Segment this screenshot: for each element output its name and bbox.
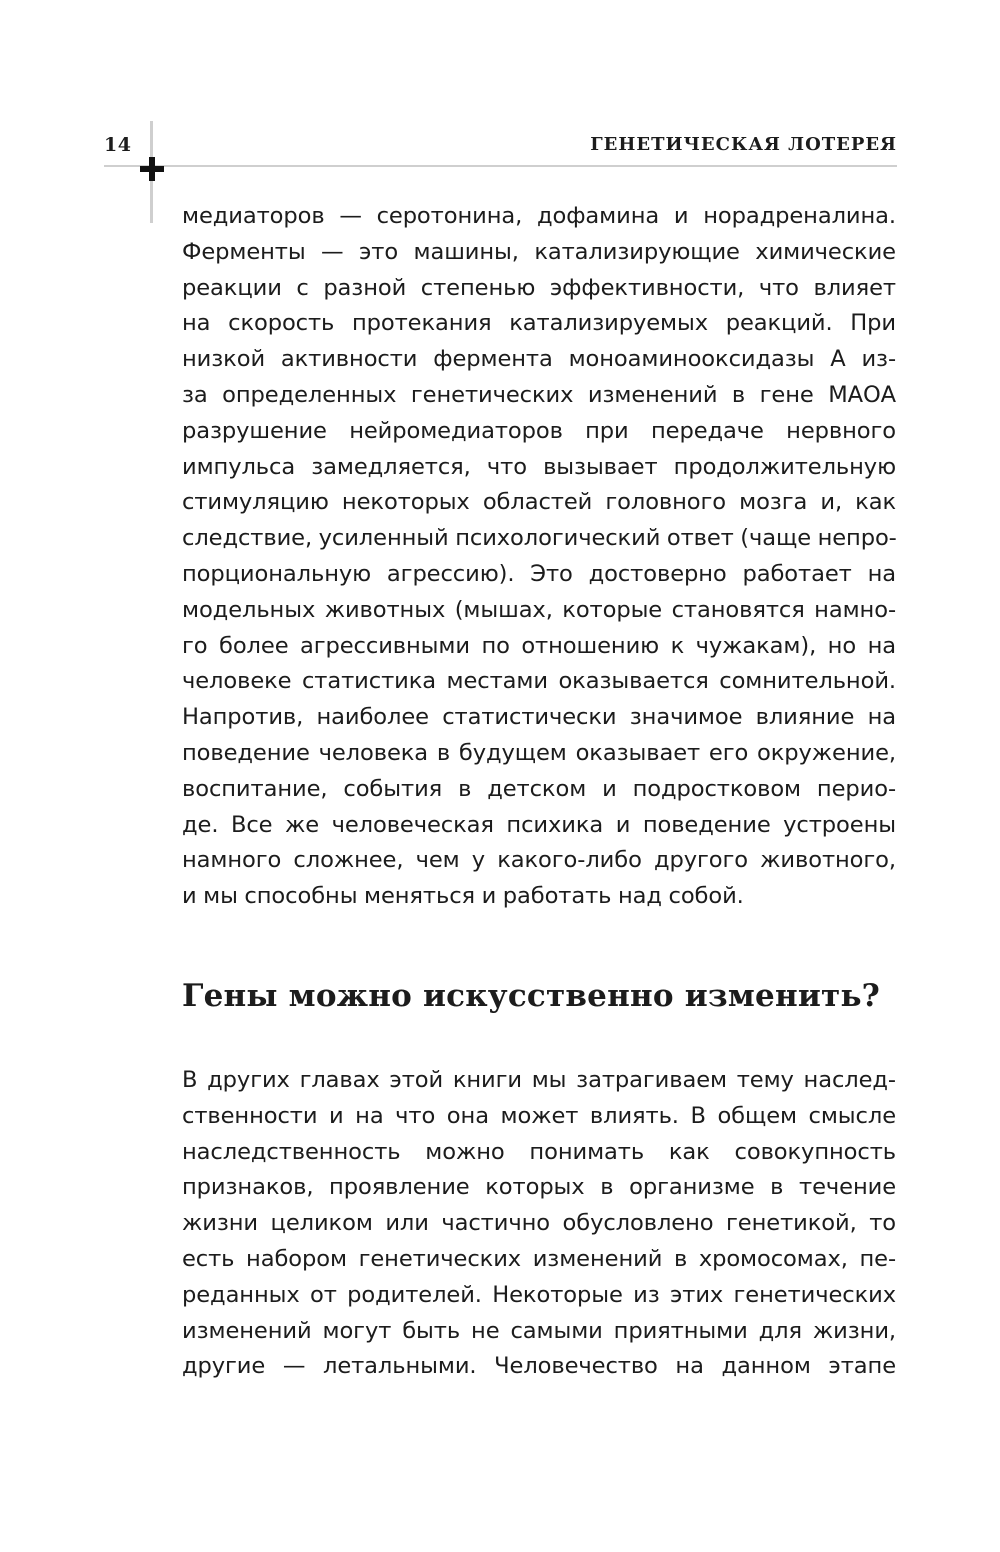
page-number: 14	[104, 134, 132, 156]
text-line: Ферменты — это машины, катализирующие химические	[182, 238, 896, 265]
text-line: го более агрессивными по отношению к чужакам), но на	[182, 632, 896, 659]
text-line: на скорость протекания катализируемых реакций. При	[182, 310, 896, 337]
text-line: человеке статистика местами оказывается сомнительной.	[182, 668, 896, 695]
text-line: реакции с разной степенью эффективности, что влияет	[182, 274, 896, 301]
text-line: ственности и на что она может влиять. В общем смысле	[182, 1102, 896, 1129]
text-line: наследственность можно понимать как совокупность	[182, 1138, 896, 1165]
text-line: модельных животных (мышах, которые становятся намно-	[182, 596, 896, 623]
text-line: реданных от родителей. Некоторые из этих генетических	[182, 1281, 896, 1308]
text-line: за определенных генетических изменений в гене МАОА	[182, 381, 896, 408]
paragraph-2	[182, 1063, 896, 1385]
section-heading: Гены можно искусственно изменить?	[182, 978, 881, 1014]
text-line: порциональную агрессию). Это достоверно работает на	[182, 560, 896, 587]
text-line: изменений могут быть не самыми приятными для жизни,	[182, 1317, 896, 1344]
text-line: стимуляцию некоторых областей головного мозга и, как	[182, 489, 896, 516]
text-line: де. Все же человеческая психика и поведение устроены	[182, 811, 896, 838]
text-line: медиаторов — серотонина, дофамина и норадреналина.	[182, 203, 896, 229]
text-line: есть набором генетических изменений в хромосомах, пе-	[182, 1245, 896, 1272]
text-line: намного сложнее, чем у какого-либо другого животного,	[182, 847, 896, 874]
text-line: следствие, усиленный психологический ответ (чаще непро-	[182, 525, 897, 552]
paragraph-1	[182, 199, 896, 915]
running-header: ГЕНЕТИЧЕСКАЯ ЛОТЕРЕЯ	[590, 134, 897, 155]
text-line: Напротив, наиболее статистически значимое влияние на	[182, 704, 896, 731]
text-line: низкой активности фермента моноаминооксидазы А из-	[182, 346, 896, 373]
text-line: жизни целиком или частично обусловлено генетикой, то	[182, 1210, 896, 1237]
plus-icon	[140, 157, 164, 181]
text-line: поведение человека в будущем оказывает его окружение,	[182, 739, 896, 766]
text-line: и мы способны меняться и работать над собой.	[182, 883, 744, 910]
text-line: разрушение нейромедиаторов при передаче нервного	[182, 417, 896, 444]
text-line: импульса замедляется, что вызывает продолжительную	[182, 453, 896, 480]
text-line: В других главах этой книги мы затрагиваем тему наслед-	[182, 1067, 896, 1093]
text-line: воспитание, события в детском и подростковом перио-	[182, 775, 896, 802]
text-line: другие — летальными. Человечество на данном этапе	[182, 1353, 896, 1380]
text-line: признаков, проявление которых в организме в течение	[182, 1174, 896, 1201]
header-rule	[104, 165, 897, 167]
